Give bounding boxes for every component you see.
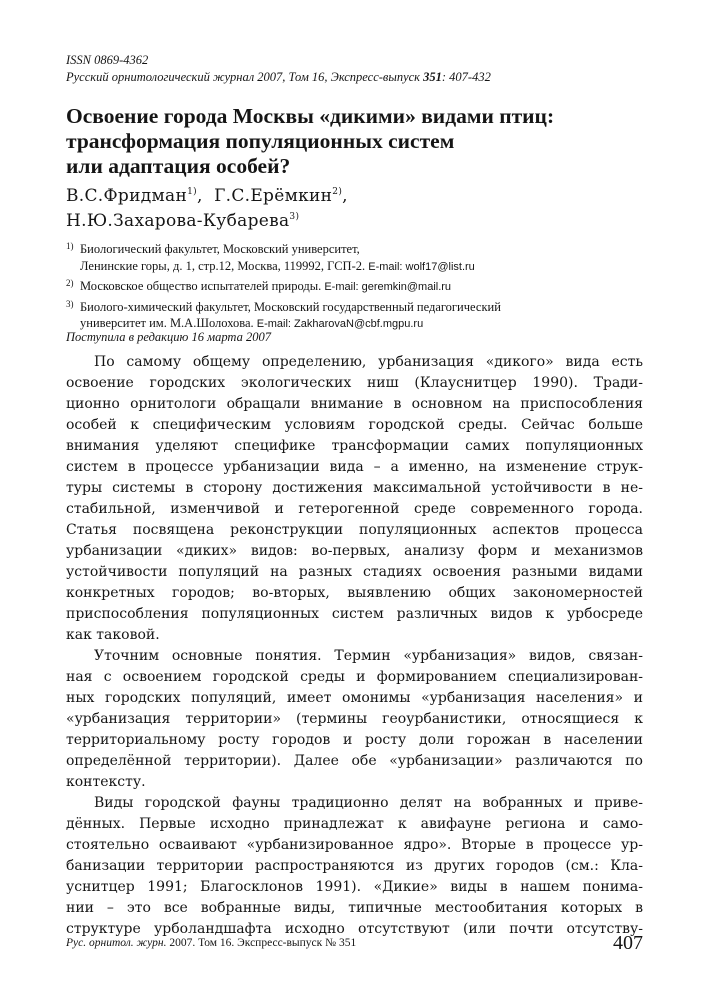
- affiliation-email: [368, 261, 475, 273]
- body-text-line: контексту.: [66, 774, 146, 790]
- affiliation-line: [66, 238, 643, 258]
- affiliation-text: Ленинские горы, д. 1, стр.12, Москва, 119992, ГСП-2.: [80, 258, 369, 273]
- body-text-line: «урбанизация территории» (термины геоурбанистики, относящиеся к: [66, 711, 643, 727]
- affiliation-email: [324, 281, 451, 293]
- body-text-line: нии – это все вобранные виды, типичные местообитания которых в: [66, 900, 643, 916]
- affiliation-text: Биологический факультет, Московский университет,: [80, 242, 360, 256]
- author-list: [66, 184, 643, 234]
- title-line: Освоение города Москвы «дикими» видами птиц:: [66, 104, 555, 128]
- author-name: Н.Ю.Захарова-Кубарева: [66, 211, 290, 231]
- title-line: трансформация популяционных систем: [66, 129, 455, 153]
- body-text-line: как таковой.: [66, 627, 160, 643]
- body-text-line: дённых. Первые исходно принадлежат к авифауне региона и само-: [66, 816, 643, 832]
- body-text-line: конкретных городов; во-вторых, выявлению общих закономерностей: [66, 585, 643, 601]
- page-number: 407: [613, 932, 643, 954]
- body-text-line: систем в процессе урбанизации вида – а именно, на изменение струк-: [66, 459, 643, 475]
- journal-citation: [66, 69, 643, 86]
- email-label: E-mail:: [256, 318, 295, 330]
- email-address: wolf17@list.ru: [405, 260, 475, 273]
- author-separator: ,: [342, 186, 348, 206]
- affiliations: [66, 238, 643, 333]
- body-text-line: Виды городской фауны традиционно делят на вобранных и приве-: [94, 795, 643, 811]
- email-label: E-mail:: [368, 260, 406, 273]
- body-text-line: особей к специфическим условиям городской среды. Сейчас больше: [66, 417, 643, 433]
- body-text-line: ционно орнитологи обращали внимание в основном на приспособления: [66, 396, 643, 412]
- body-text-line: уснитцер 1991; Благосклонов 1991). «Дикие» виды в нашем понима-: [66, 879, 643, 895]
- body-text-line: территориальному росту городов и росту доли горожан в населении: [66, 732, 643, 748]
- body-text-line: стабильной, изменчивой и гетерогенной среде современного города.: [66, 501, 643, 517]
- author-affiliation-mark: 2): [332, 187, 343, 197]
- body-text-line: туры системы в сторону достижения максимальной устойчивости в не-: [66, 480, 643, 496]
- body-text-line: Уточним основные понятия. Термин «урбанизация» видов, связан-: [94, 648, 643, 664]
- affiliation-line: [66, 258, 643, 276]
- body-text-line: ная с освоением городской среды и формированием специализирован-: [66, 669, 643, 685]
- email-label: E-mail:: [324, 281, 362, 293]
- issn: ISSN 0869-4362: [66, 53, 149, 67]
- body-text-line: Статья посвящена реконструкции популяционных аспектов процесса: [66, 522, 643, 538]
- journal-citation-prefix: Русский орнитологический журнал 2007, Том 16, Экспресс-выпуск: [66, 70, 424, 84]
- article-title: [66, 104, 643, 179]
- author-name: Г.С.Ерёмкин: [214, 186, 333, 206]
- body-text-line: освоение городских экологических ниш (Клауснитцер 1990). Тради-: [66, 375, 643, 391]
- affiliation-line: [66, 296, 643, 316]
- affiliation-text: университет им. М.А.Шолохова.: [80, 316, 257, 330]
- body-text-line: банизации территории распространяются из других городов (см.: Кла-: [66, 858, 643, 874]
- author-affiliation-mark: 3): [289, 212, 300, 222]
- footer-issue-details: 2007. Том 16. Экспресс-выпуск № 351: [166, 937, 357, 949]
- received-date: Поступила в редакцию 16 марта 2007: [66, 330, 271, 344]
- issue-number: 351: [423, 70, 442, 84]
- body-text-line: ных городских популяций, имеет омонимы «урбанизация населения» и: [66, 690, 643, 706]
- email-address: geremkin@mail.ru: [361, 281, 452, 293]
- body-text-line: устойчивости популяций на разных стадиях освоения разными видами: [66, 564, 643, 580]
- body-text-line: определённой территории). Далее обе «урбанизации» различаются по: [66, 753, 643, 769]
- author-separator: ,: [196, 186, 215, 206]
- author-line: [66, 209, 643, 234]
- author-line: [66, 184, 643, 209]
- affiliation-number: 3): [66, 298, 74, 309]
- body-text-line: внимания уделяют специфике трансформации самих популяционных: [66, 438, 643, 454]
- body-text-line: стоятельно осваивают «урбанизированное ядро». Вторые в процессе ур-: [66, 837, 643, 853]
- title-line: или адаптация особей?: [66, 154, 291, 178]
- author-name: В.С.Фридман: [66, 186, 188, 206]
- affiliation-number: 2): [66, 278, 74, 288]
- affiliation-number: 1): [66, 241, 74, 251]
- body-text-line: приспособления популяционных систем различных видов к урбосреде: [66, 606, 643, 622]
- body-text-line: структуре урболандшафта исходно отсутствуют (или почти отсутству-: [66, 921, 643, 937]
- body-text-line: урбанизации «диких» видов: во-первых, анализу форм и механизмов: [66, 543, 643, 559]
- author-affiliation-mark: 1): [187, 187, 197, 197]
- page-footer: [66, 936, 643, 950]
- email-address: ZakharovaN@cbf.mgpu.ru: [294, 318, 424, 330]
- affiliation-text: Биолого-химический факультет, Московский государственный педагогический: [80, 299, 501, 314]
- affiliation-text: Московское общество испытателей природы.: [80, 279, 325, 293]
- page-range: : 407-432: [441, 70, 491, 84]
- body-text-line: По самому общему определению, урбанизация «дикого» вида есть: [94, 354, 643, 370]
- affiliation-line: [66, 275, 643, 296]
- footer-journal-abbr: Рус. орнитол. журн.: [66, 937, 167, 949]
- article-body: [66, 352, 643, 940]
